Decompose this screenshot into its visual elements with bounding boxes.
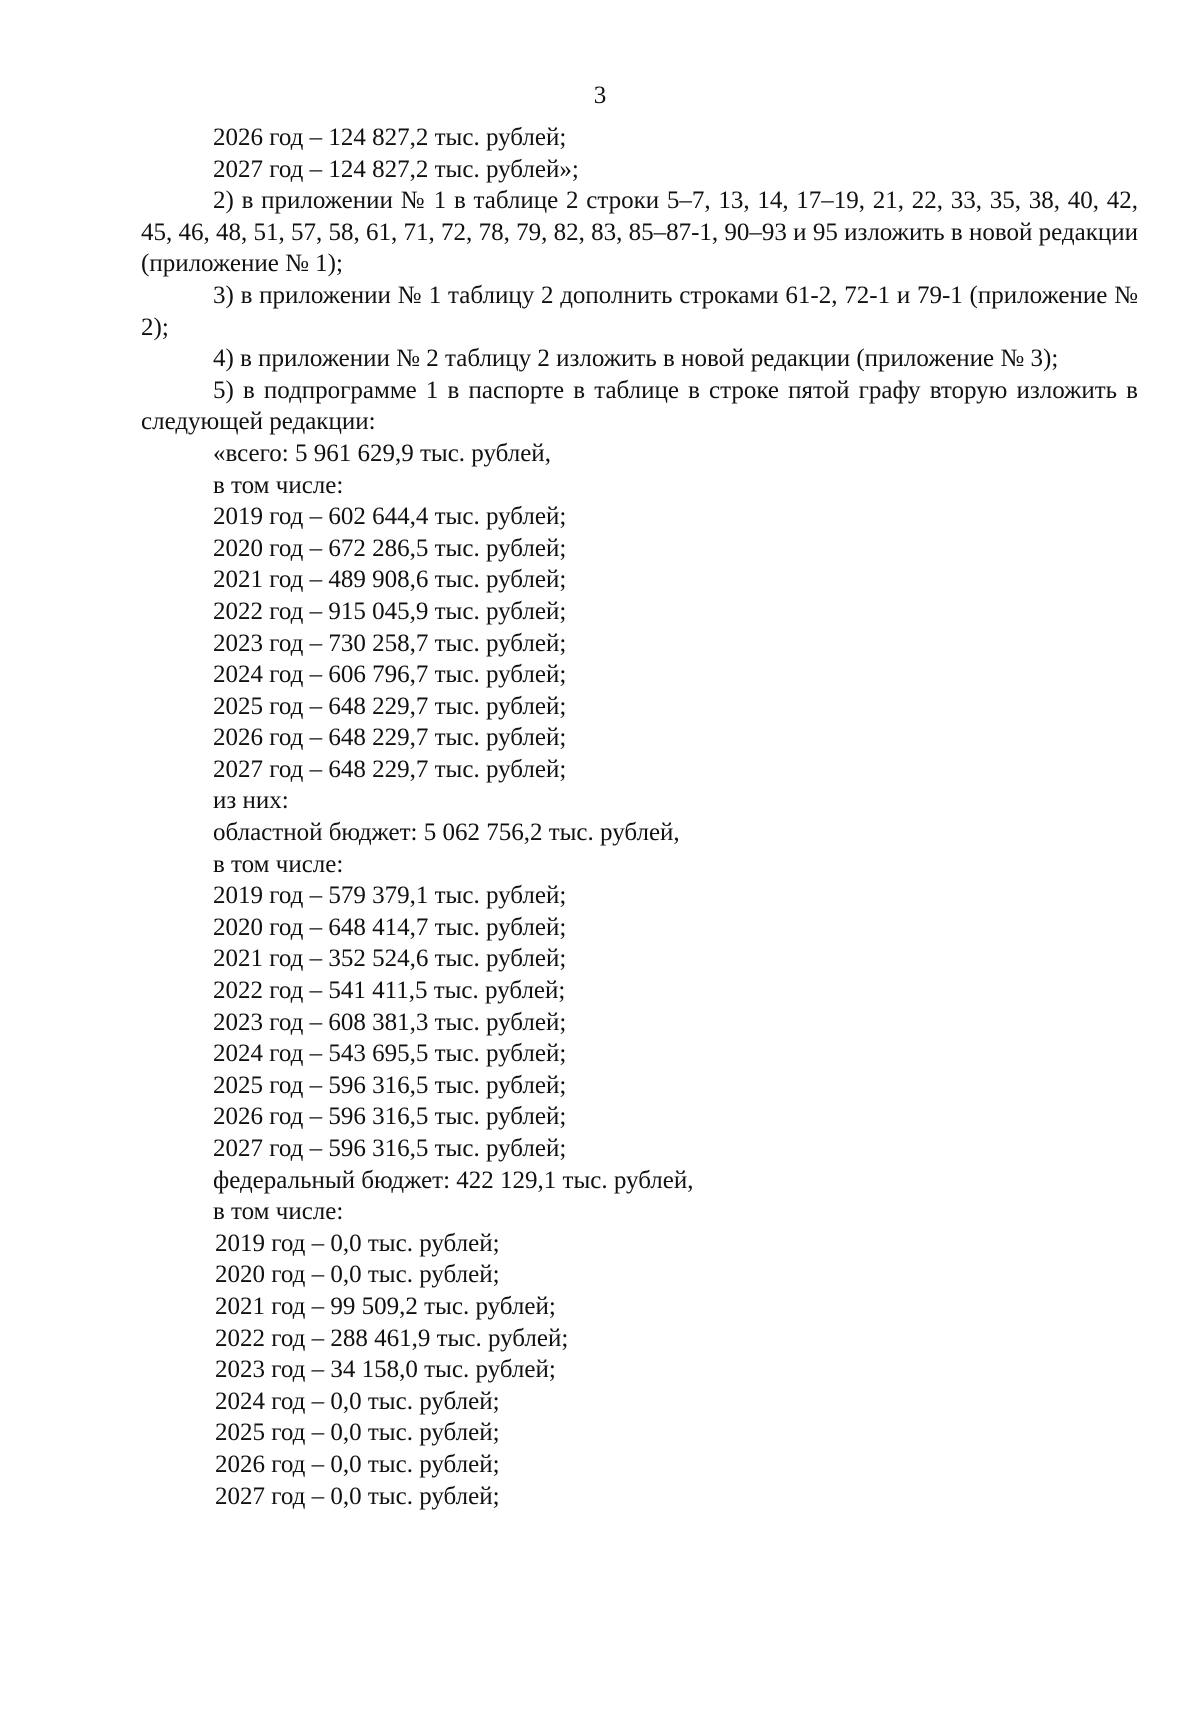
regional-year-line: 2020 год – 648 414,7 тыс. рублей; [213, 913, 567, 941]
regional-heading: областной бюджет: 5 062 756,2 тыс. рублей, [213, 819, 680, 847]
federal-year-line: 2027 год – 0,0 тыс. рублей; [215, 1482, 500, 1510]
text-line: 2026 год – 124 827,2 тыс. рублей; [213, 124, 567, 151]
federal-year-line: 2020 год – 0,0 тыс. рублей; [215, 1261, 500, 1289]
regional-year-line: 2019 год – 579 379,1 тыс. рублей; [213, 882, 567, 910]
regional-year-line: 2024 год – 543 695,5 тыс. рублей; [213, 1040, 567, 1068]
regional-year-line: 2022 год – 541 411,5 тыс. рублей; [213, 977, 566, 1005]
federal-year-line: 2022 год – 288 461,9 тыс. рублей; [215, 1324, 569, 1352]
total-year-line: 2023 год – 730 258,7 тыс. рублей; [213, 629, 567, 657]
federal-year-line: 2026 год – 0,0 тыс. рублей; [215, 1450, 500, 1478]
paragraph-item-5: 5) в подпрограмме 1 в паспорте в таблице в строке пятой графу вторую изложить в следующей редакции: [141, 376, 1138, 436]
paragraph-item-2: 2) в приложении № 1 в таблице 2 строки 5–7, 13, 14, 17–19, 21, 22, 33, 35, 38, 40, 42, 45, 46, 48, 51, 57, 58, 61, 71, 72, 78, 79, 82, 83, 85–87-1, 90–93 и 95 изложить в новой редакции (приложение № 1); [141, 187, 1138, 278]
federal-heading: федеральный бюджет: 422 129,1 тыс. рублей, [213, 1166, 694, 1194]
regional-year-line: 2026 год – 596 316,5 тыс. рублей; [213, 1103, 567, 1131]
total-year-line: 2026 год – 648 229,7 тыс. рублей; [213, 724, 567, 752]
regional-subheading: в том числе: [213, 850, 344, 878]
total-year-line: 2025 год – 648 229,7 тыс. рублей; [213, 692, 567, 720]
text-line: 2027 год – 124 827,2 тыс. рублей»; [213, 155, 579, 183]
total-year-line: 2022 год – 915 045,9 тыс. рублей; [213, 597, 567, 625]
total-subheading: в том числе: [213, 471, 344, 499]
federal-year-line: 2019 год – 0,0 тыс. рублей; [215, 1229, 500, 1257]
total-heading: «всего: 5 961 629,9 тыс. рублей, [213, 439, 551, 467]
page-number: 3 [593, 82, 607, 109]
total-year-line: 2024 год – 606 796,7 тыс. рублей; [213, 661, 567, 689]
regional-year-line: 2027 год – 596 316,5 тыс. рублей; [213, 1135, 567, 1162]
federal-subheading: в том числе: [213, 1198, 344, 1226]
of-them-label: из них: [213, 787, 289, 815]
paragraph-item-4: 4) в приложении № 2 таблицу 2 изложить в новой редакции (приложение № 3); [213, 345, 1059, 373]
federal-year-line: 2023 год – 34 158,0 тыс. рублей; [215, 1356, 556, 1384]
federal-year-line: 2021 год – 99 509,2 тыс. рублей; [215, 1292, 556, 1320]
total-year-line: 2019 год – 602 644,4 тыс. рублей; [213, 503, 567, 531]
total-year-line: 2021 год – 489 908,6 тыс. рублей; [213, 566, 567, 594]
regional-year-line: 2025 год – 596 316,5 тыс. рублей; [213, 1071, 567, 1099]
total-year-line: 2027 год – 648 229,7 тыс. рублей; [213, 755, 567, 783]
regional-year-line: 2021 год – 352 524,6 тыс. рублей; [213, 945, 567, 973]
paragraph-item-3: 3) в приложении № 1 таблицу 2 дополнить строками 61-2, 72-1 и 79-1 (приложение № 2); [141, 281, 1138, 341]
total-year-line: 2020 год – 672 286,5 тыс. рублей; [213, 534, 567, 562]
federal-year-line: 2024 год – 0,0 тыс. рублей; [215, 1387, 500, 1415]
regional-year-line: 2023 год – 608 381,3 тыс. рублей; [213, 1008, 567, 1036]
document-body [141, 122, 1138, 1512]
federal-year-line: 2025 год – 0,0 тыс. рублей; [215, 1419, 500, 1447]
